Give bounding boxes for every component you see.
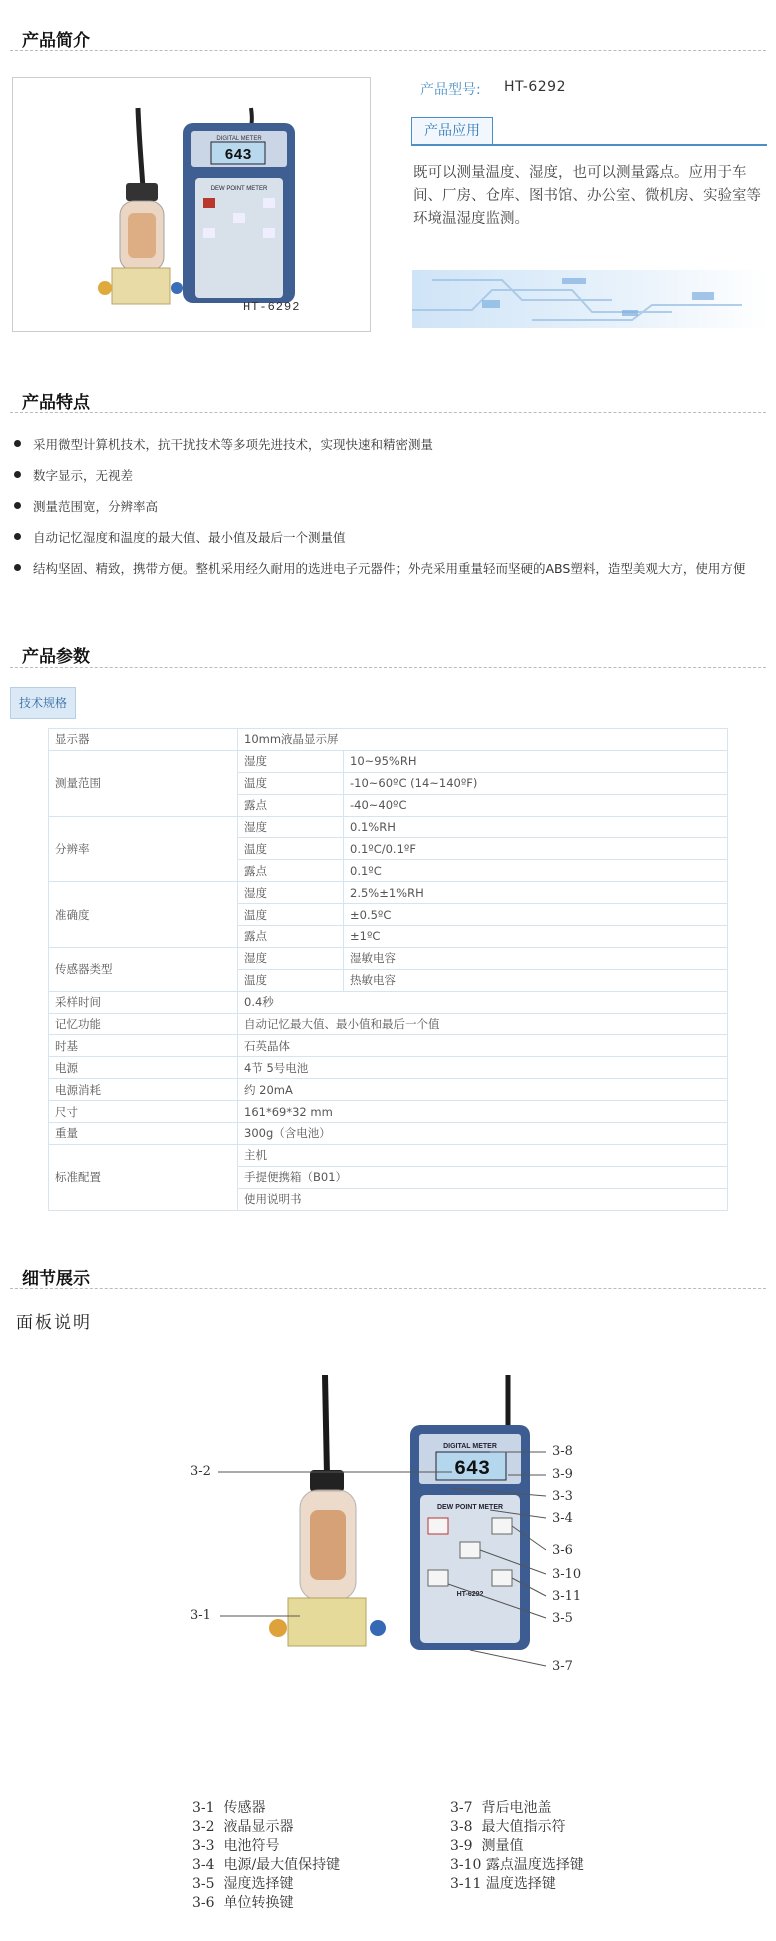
panel-diagram <box>190 1370 610 1740</box>
spec-name: 重量 <box>49 1123 238 1145</box>
tab-underline <box>411 144 767 146</box>
svg-text:HT-6292: HT-6292 <box>456 1591 484 1598</box>
callout-3-7: 3-7 <box>552 1659 573 1674</box>
legend-item: 3-4 电源/最大值保持键 <box>192 1857 341 1873</box>
callout-3-4: 3-4 <box>552 1511 573 1526</box>
spec-row <box>49 991 728 1013</box>
section-title-intro: 产品简介 <box>22 31 90 51</box>
svg-text:DIGITAL METER: DIGITAL METER <box>216 136 262 142</box>
spec-name: 时基 <box>49 1035 238 1057</box>
spec-row <box>49 1101 728 1123</box>
spec-tab-button[interactable]: 技术规格 <box>10 687 76 719</box>
application-text: 既可以测量温度、湿度，也可以测量露点。应用于车间、厂房、仓库、图书馆、办公室、微机房、实验室等环境温湿度监测。 <box>413 165 761 227</box>
spec-value: 0.4秒 <box>238 991 728 1013</box>
spec-row <box>49 1013 728 1035</box>
spec-value: ±1ºC <box>344 926 728 948</box>
spec-row <box>49 1144 728 1166</box>
callout-3-11: 3-11 <box>552 1589 582 1604</box>
decorative-banner <box>412 270 768 328</box>
section-divider <box>10 50 766 51</box>
spec-subname: 温度 <box>238 838 344 860</box>
tab-application[interactable]: 产品应用 <box>411 117 493 145</box>
spec-subname: 露点 <box>238 794 344 816</box>
spec-value: 0.1ºC/0.1ºF <box>344 838 728 860</box>
spec-name: 分辨率 <box>49 816 238 882</box>
model-label: 产品型号: <box>420 82 481 98</box>
spec-value: 300g（含电池） <box>238 1123 728 1145</box>
spec-subname: 温度 <box>238 904 344 926</box>
section-title-details: 细节展示 <box>22 1269 90 1289</box>
spec-table <box>48 728 728 1211</box>
spec-value: 湿敏电容 <box>344 947 728 969</box>
legend-item: 3-2 液晶显示器 <box>192 1819 294 1835</box>
spec-value: 10~95%RH <box>344 750 728 772</box>
spec-value: 0.1%RH <box>344 816 728 838</box>
spec-row <box>49 816 728 838</box>
spec-name: 准确度 <box>49 882 238 948</box>
spec-subname: 温度 <box>238 772 344 794</box>
legend-item: 3-9 测量值 <box>450 1838 524 1854</box>
spec-row <box>49 729 728 751</box>
spec-value: 热敏电容 <box>344 969 728 991</box>
spec-row <box>49 1079 728 1101</box>
svg-text:643: 643 <box>224 147 252 164</box>
photo-caption: HT-6292 <box>243 300 301 314</box>
dew-point-meter-image <box>13 78 370 331</box>
spec-subname: 湿度 <box>238 882 344 904</box>
spec-value: 0.1ºC <box>344 860 728 882</box>
spec-row <box>49 750 728 772</box>
spec-name: 显示器 <box>49 729 238 751</box>
legend-item: 3-8 最大值指示符 <box>450 1819 566 1835</box>
spec-subname: 露点 <box>238 926 344 948</box>
section-divider <box>10 412 766 413</box>
callout-3-3: 3-3 <box>552 1489 573 1504</box>
svg-text:DEW POINT METER: DEW POINT METER <box>436 1504 504 1511</box>
panel-title: 面板说明 <box>16 1313 92 1333</box>
section-title-features: 产品特点 <box>22 393 90 413</box>
spec-row <box>49 947 728 969</box>
spec-value: -10~60ºC (14~140ºF) <box>344 772 728 794</box>
model-value: HT-6292 <box>504 79 566 95</box>
spec-name: 记忆功能 <box>49 1013 238 1035</box>
spec-value: 约 20mA <box>238 1079 728 1101</box>
section-divider <box>10 667 766 668</box>
callout-3-6: 3-6 <box>552 1543 573 1558</box>
callout-3-9: 3-9 <box>552 1467 573 1482</box>
callout-3-8: 3-8 <box>552 1444 573 1459</box>
callout-3-5: 3-5 <box>552 1611 573 1626</box>
bullet-icon <box>14 533 21 540</box>
feature-item: 结构坚固、精致，携带方便。整机采用经久耐用的选进电子元器件；外壳采用重量轻而坚硬的ABS塑料，造型美观大方，使用方便 <box>14 559 776 577</box>
spec-value: 石英晶体 <box>238 1035 728 1057</box>
spec-value: 自动记忆最大值、最小值和最后一个值 <box>238 1013 728 1035</box>
spec-row <box>49 1057 728 1079</box>
spec-name: 测量范围 <box>49 750 238 816</box>
legend-item: 3-6 单位转换键 <box>192 1895 294 1911</box>
legend-item: 3-11 温度选择键 <box>450 1876 556 1892</box>
spec-name: 电源 <box>49 1057 238 1079</box>
section-divider <box>10 1288 766 1289</box>
feature-item: 采用微型计算机技术，抗干扰技术等多项先进技术，实现快速和精密测量 <box>14 435 433 453</box>
spec-value: -40~40ºC <box>344 794 728 816</box>
spec-name: 采样时间 <box>49 991 238 1013</box>
spec-name: 标准配置 <box>49 1144 238 1210</box>
spec-value: 主机 <box>238 1144 728 1166</box>
spec-row <box>49 1123 728 1145</box>
spec-value: 10mm液晶显示屏 <box>238 729 728 751</box>
bullet-icon <box>14 502 21 509</box>
feature-item: 自动记忆湿度和温度的最大值、最小值及最后一个测量值 <box>14 528 346 546</box>
feature-item: 测量范围宽，分辨率高 <box>14 497 158 515</box>
spec-subname: 温度 <box>238 969 344 991</box>
spec-name: 尺寸 <box>49 1101 238 1123</box>
spec-value: ±0.5ºC <box>344 904 728 926</box>
svg-text:643: 643 <box>453 1458 491 1481</box>
spec-value: 161*69*32 mm <box>238 1101 728 1123</box>
spec-value: 2.5%±1%RH <box>344 882 728 904</box>
spec-subname: 湿度 <box>238 750 344 772</box>
legend-item: 3-7 背后电池盖 <box>450 1800 552 1816</box>
meter-panel-image <box>190 1370 610 1740</box>
bullet-icon <box>14 440 21 447</box>
spec-value: 手提便携箱（B01） <box>238 1166 728 1188</box>
spec-value: 使用说明书 <box>238 1188 728 1210</box>
callout-3-10: 3-10 <box>552 1567 582 1582</box>
product-photo <box>12 77 371 332</box>
section-title-params: 产品参数 <box>22 647 90 667</box>
spec-value: 4节 5号电池 <box>238 1057 728 1079</box>
callout-3-1: 3-1 <box>190 1608 211 1623</box>
callout-3-2: 3-2 <box>190 1464 211 1479</box>
legend-item: 3-5 湿度选择键 <box>192 1876 294 1892</box>
legend-item: 3-3 电池符号 <box>192 1838 280 1854</box>
legend-item: 3-1 传感器 <box>192 1800 266 1816</box>
bullet-icon <box>14 471 21 478</box>
legend-item: 3-10 露点温度选择键 <box>450 1857 584 1873</box>
spec-row <box>49 882 728 904</box>
bullet-icon <box>14 564 21 571</box>
svg-text:DEW POINT METER: DEW POINT METER <box>210 186 268 192</box>
feature-item: 数字显示，无视差 <box>14 466 133 484</box>
spec-subname: 露点 <box>238 860 344 882</box>
svg-text:DIGITAL METER: DIGITAL METER <box>443 1443 497 1450</box>
spec-subname: 湿度 <box>238 816 344 838</box>
spec-name: 电源消耗 <box>49 1079 238 1101</box>
spec-name: 传感器类型 <box>49 947 238 991</box>
spec-subname: 湿度 <box>238 947 344 969</box>
spec-row <box>49 1035 728 1057</box>
